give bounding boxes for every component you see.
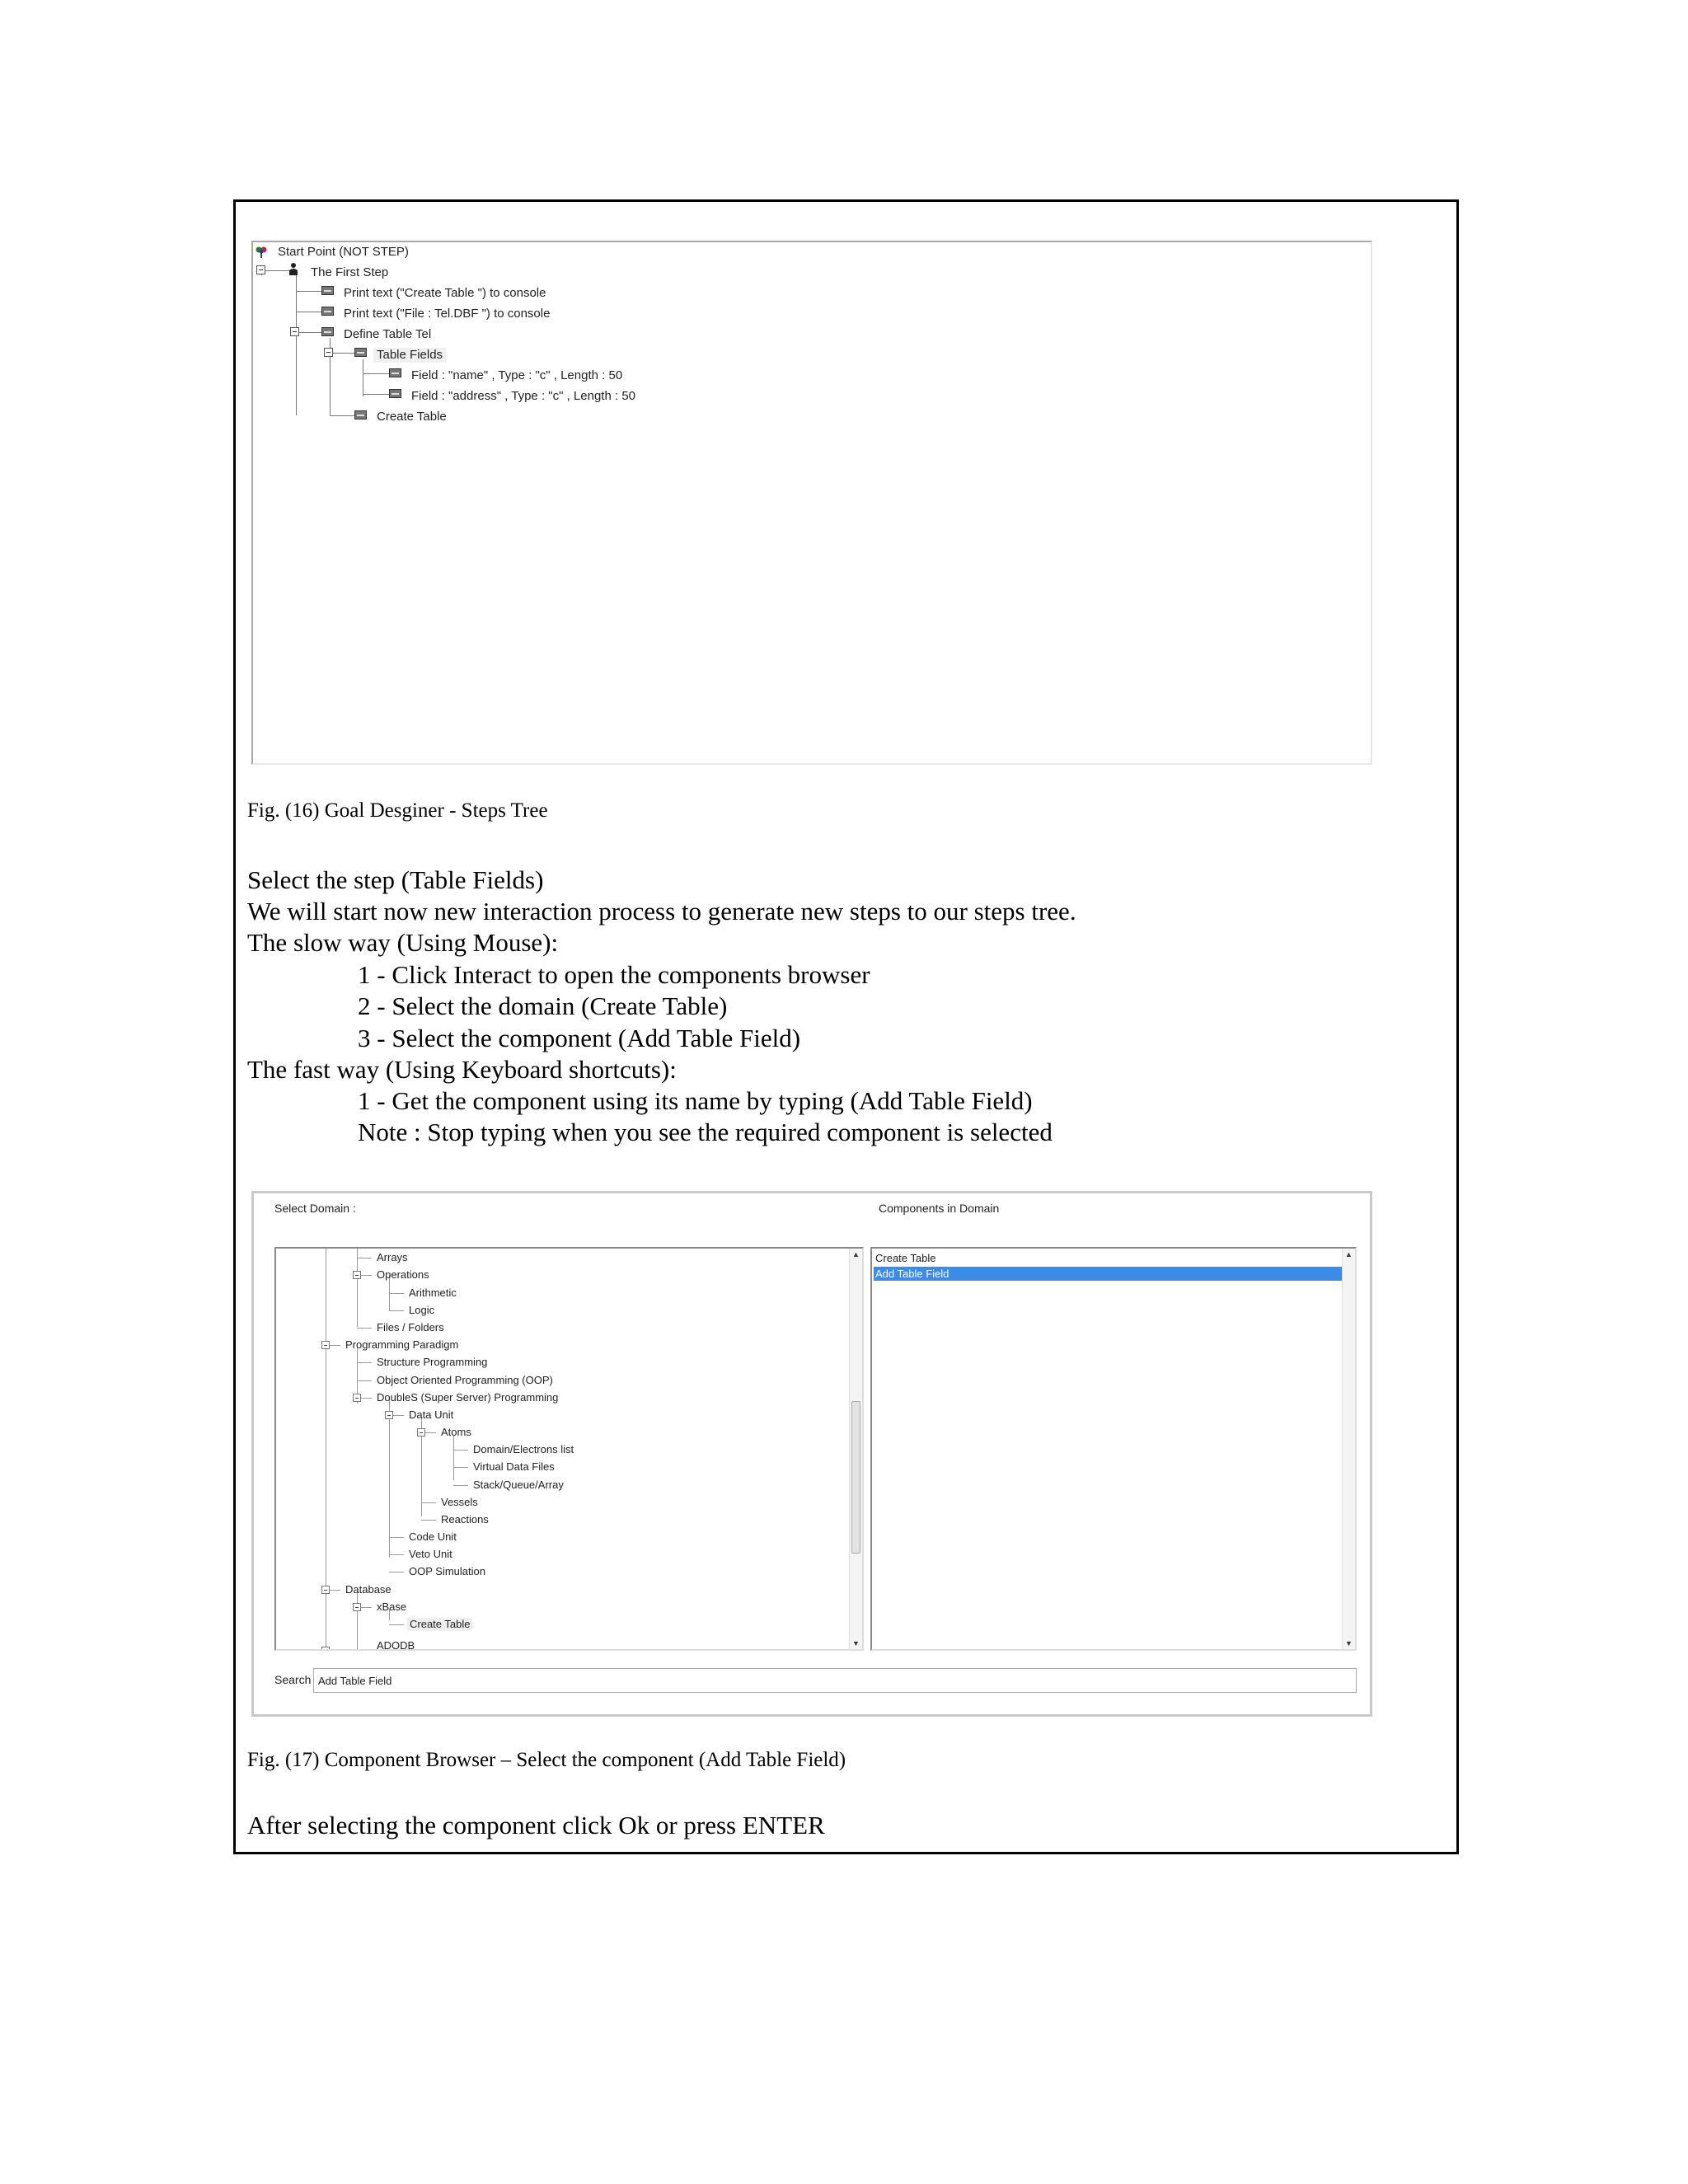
collapse-toggle[interactable] xyxy=(321,1586,330,1594)
collapse-toggle[interactable] xyxy=(417,1428,425,1436)
tree-node[interactable]: Start Point (NOT STEP) xyxy=(278,245,409,259)
step-node-icon xyxy=(321,286,334,295)
domain-node[interactable]: Files / Folders xyxy=(377,1321,444,1333)
body-text: Select the step (Table Fields) xyxy=(247,865,544,894)
body-text: 1 - Get the component using its name by typing (Add Table Field) xyxy=(358,1086,1033,1115)
components-scrollbar[interactable] xyxy=(1342,1249,1355,1649)
tree-node[interactable]: Print text ("File : Tel.DBF ") to console xyxy=(344,307,551,321)
domain-node[interactable]: Reactions xyxy=(441,1513,489,1526)
step-node-icon xyxy=(389,389,401,398)
collapse-toggle[interactable] xyxy=(353,1271,361,1279)
collapse-toggle[interactable] xyxy=(385,1411,393,1419)
collapse-toggle[interactable] xyxy=(324,348,333,357)
body-text: The fast way (Using Keyboard shortcuts): xyxy=(247,1055,677,1084)
step-node-icon xyxy=(389,368,401,377)
domain-node[interactable]: Structure Programming xyxy=(377,1356,488,1368)
tree-node[interactable]: Create Table xyxy=(377,410,447,424)
domain-node[interactable]: Data Unit xyxy=(409,1408,454,1421)
list-item[interactable]: Create Table xyxy=(875,1252,936,1264)
domain-node-selected[interactable]: Create Table xyxy=(407,1618,472,1631)
step-node-icon xyxy=(354,410,367,419)
components-label: Components in Domain xyxy=(879,1202,1000,1215)
step-node-icon xyxy=(354,348,367,357)
collapse-toggle[interactable] xyxy=(321,1647,330,1651)
body-text: 2 - Select the domain (Create Table) xyxy=(358,991,728,1020)
scroll-thumb[interactable] xyxy=(851,1401,860,1554)
body-text: After selecting the component click Ok or press ENTER xyxy=(247,1811,825,1840)
domain-node[interactable]: OOP Simulation xyxy=(409,1565,485,1577)
body-text: Note : Stop typing when you see the required component is selected xyxy=(358,1118,1053,1146)
collapse-toggle[interactable] xyxy=(353,1394,361,1402)
domain-node[interactable]: Logic xyxy=(409,1304,435,1316)
domain-node[interactable]: Stack/Queue/Array xyxy=(473,1479,564,1491)
domain-tree-scrollbar[interactable] xyxy=(849,1249,862,1649)
domain-node[interactable]: Object Oriented Programming (OOP) xyxy=(377,1374,553,1386)
body-text: 3 - Select the component (Add Table Field) xyxy=(358,1024,801,1052)
domain-node[interactable]: Arrays xyxy=(377,1251,408,1263)
figure-caption: Fig. (17) Component Browser – Select the component (Add Table Field) xyxy=(247,1749,846,1771)
domain-node[interactable]: Code Unit xyxy=(409,1530,457,1543)
scroll-down-icon[interactable]: ▼ xyxy=(852,1639,860,1647)
select-domain-label: Select Domain : xyxy=(274,1202,356,1215)
start-point-icon xyxy=(255,246,268,259)
domain-node[interactable]: Domain/Electrons list xyxy=(473,1443,574,1455)
component-browser xyxy=(251,1191,1372,1717)
scroll-down-icon[interactable]: ▼ xyxy=(1345,1639,1353,1647)
domain-node[interactable]: Arithmetic xyxy=(409,1286,457,1299)
domain-tree[interactable] xyxy=(274,1247,864,1651)
domain-node[interactable]: ADODB xyxy=(377,1639,415,1651)
domain-node[interactable]: Virtual Data Files xyxy=(473,1460,555,1473)
collapse-toggle[interactable] xyxy=(290,327,299,336)
domain-node[interactable]: Operations xyxy=(377,1268,429,1281)
collapse-toggle[interactable] xyxy=(353,1603,361,1611)
step-node-icon xyxy=(321,307,334,316)
body-text: We will start now new interaction process to generate new steps to our steps tree. xyxy=(247,897,1076,926)
scroll-up-icon[interactable]: ▲ xyxy=(1345,1250,1353,1258)
person-icon xyxy=(288,262,298,275)
domain-node[interactable]: Programming Paradigm xyxy=(345,1338,459,1351)
components-list[interactable] xyxy=(870,1247,1357,1651)
domain-node[interactable]: Database xyxy=(345,1583,392,1596)
domain-node[interactable]: xBase xyxy=(377,1601,407,1613)
tree-node[interactable]: Define Table Tel xyxy=(344,327,432,341)
search-input[interactable] xyxy=(313,1668,1357,1693)
figure-caption: Fig. (16) Goal Desginer - Steps Tree xyxy=(247,799,548,822)
tree-node-selected[interactable]: Table Fields xyxy=(373,348,446,363)
collapse-toggle[interactable] xyxy=(256,265,265,274)
tree-node[interactable]: The First Step xyxy=(311,265,389,279)
domain-node[interactable]: Atoms xyxy=(441,1426,471,1438)
tree-node[interactable]: Print text ("Create Table ") to console xyxy=(344,286,546,300)
domain-node[interactable]: Veto Unit xyxy=(409,1548,452,1560)
domain-node[interactable]: DoubleS (Super Server) Programming xyxy=(377,1391,559,1404)
search-label: Search xyxy=(274,1673,312,1686)
body-text: The slow way (Using Mouse): xyxy=(247,928,559,957)
step-node-icon xyxy=(321,327,334,336)
tree-node[interactable]: Field : "address" , Type : "c" , Length : 50 xyxy=(411,389,635,403)
scroll-up-icon[interactable]: ▲ xyxy=(852,1250,860,1258)
domain-node[interactable]: Vessels xyxy=(441,1496,478,1508)
body-text: 1 - Click Interact to open the components browser xyxy=(358,960,870,989)
list-item-selected[interactable]: Add Table Field xyxy=(874,1267,1342,1281)
collapse-toggle[interactable] xyxy=(321,1341,330,1349)
tree-node[interactable]: Field : "name" , Type : "c" , Length : 50 xyxy=(411,368,623,382)
steps-tree-panel xyxy=(251,241,1372,765)
